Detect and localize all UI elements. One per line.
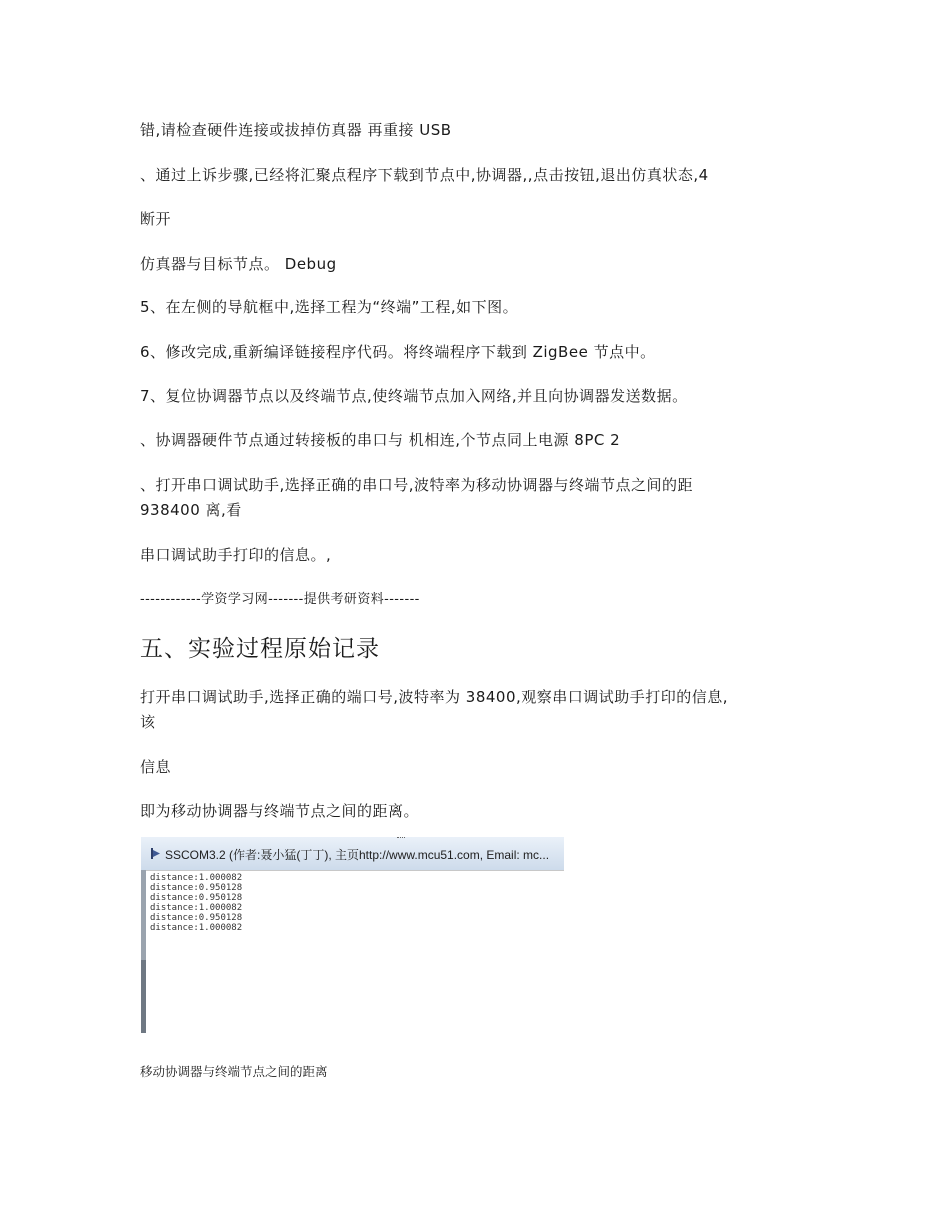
paragraph-line: 、协调器硬件节点通过转接板的串口与 机相连,个节点同上电源 8PC 2 bbox=[140, 431, 621, 449]
output-row: distance:1.000082 bbox=[150, 873, 243, 883]
screenshot-output bbox=[146, 870, 564, 1033]
body-line: 信息 bbox=[140, 758, 172, 776]
output-row: distance:1.000082 bbox=[150, 903, 243, 913]
paragraph-line: 5、在左侧的导航框中,选择工程为“终端”工程,如下图。 bbox=[140, 298, 519, 316]
body-line: 该 bbox=[140, 713, 156, 731]
paragraph-line: 仿真器与目标节点。 Debug bbox=[140, 255, 337, 273]
output-row: distance:0.950128 bbox=[150, 913, 243, 923]
paragraph-line: 6、修改完成,重新编译链接程序代码。将终端程序下载到 ZigBee 节点中。 bbox=[140, 343, 656, 361]
output-row: distance:0.950128 bbox=[150, 883, 243, 893]
paragraph-line: 7、复位协调器节点以及终端节点,使终端节点加入网络,并且向协调器发送数据。 bbox=[140, 387, 688, 405]
screenshot-titlebar bbox=[141, 837, 564, 871]
paragraph-line: 、打开串口调试助手,选择正确的串口号,波特率为移动协调器与终端节点之间的距 bbox=[140, 476, 694, 494]
screenshot-window-title: SSCOM3.2 (作者:聂小猛(丁丁), 主页http://www.mcu51.com, Email: mc... bbox=[165, 848, 550, 862]
paragraph-line: 错,请检查硬件连接或拔掉仿真器 再重接 USB bbox=[140, 121, 452, 139]
serial-tool-screenshot bbox=[141, 837, 564, 1033]
watermark-divider: ------------学资学习网-------提供考研资料------- bbox=[140, 592, 420, 607]
body-line: 即为移动协调器与终端节点之间的距离。 bbox=[140, 802, 420, 820]
output-row: distance:1.000082 bbox=[150, 923, 243, 933]
grip-icon bbox=[397, 837, 405, 841]
output-row: distance:0.950128 bbox=[150, 893, 243, 903]
body-line: 打开串口调试助手,选择正确的端口号,波特率为 38400,观察串口调试助手打印的信息, bbox=[140, 688, 729, 706]
app-icon bbox=[149, 847, 161, 860]
paragraph-line: 断开 bbox=[140, 210, 172, 228]
paragraph-line: 938400 离,看 bbox=[140, 501, 242, 519]
section-heading: 五、实验过程原始记录 bbox=[140, 636, 380, 662]
figure-caption: 移动协调器与终端节点之间的距离 bbox=[140, 1064, 328, 1079]
paragraph-line: 、通过上诉步骤,已经将汇聚点程序下载到节点中,协调器,,点击按钮,退出仿真状态,4 bbox=[140, 166, 709, 184]
paragraph-line: 串口调试助手打印的信息。, bbox=[140, 546, 332, 564]
